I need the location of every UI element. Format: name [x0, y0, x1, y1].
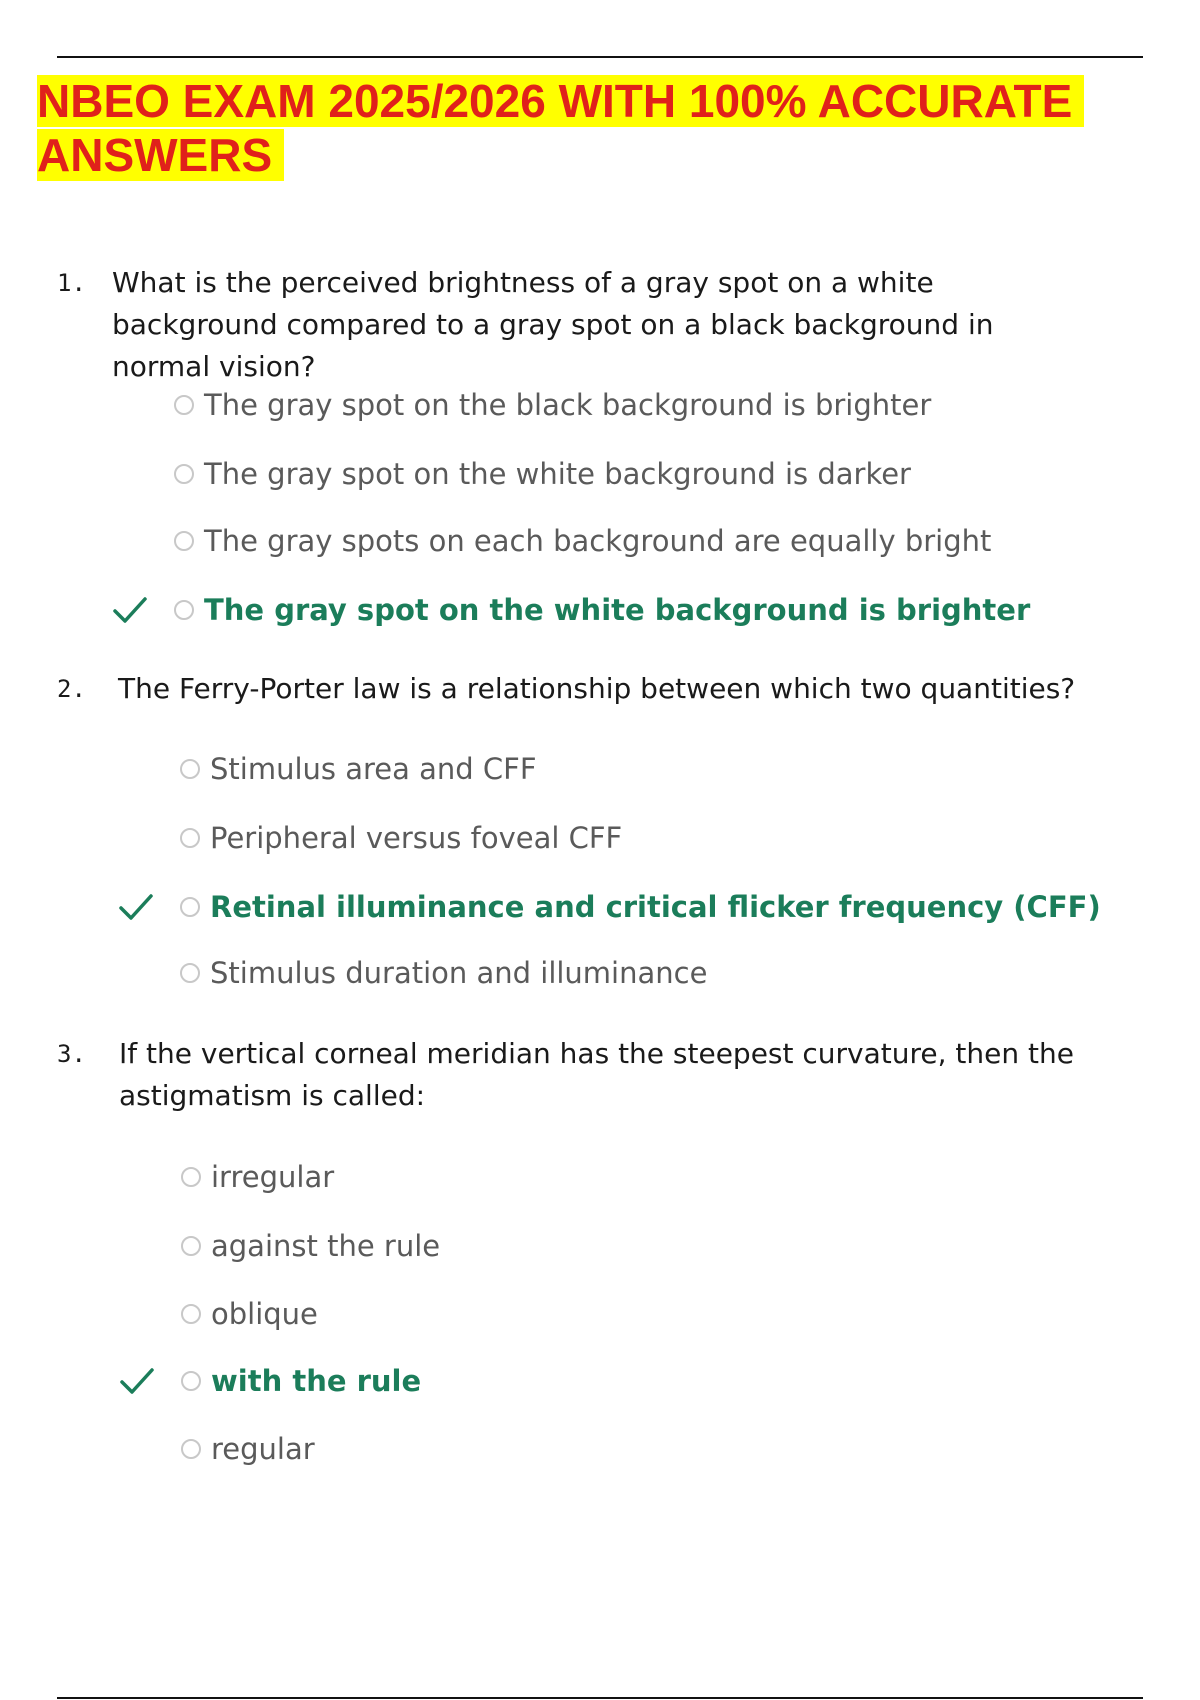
- checkmark-icon: [120, 1367, 154, 1395]
- option-label: irregular: [211, 1160, 335, 1194]
- answer-option[interactable]: [174, 385, 931, 425]
- question-number: 2.: [57, 675, 86, 703]
- top-divider: [57, 56, 1143, 58]
- question-number: 1.: [57, 269, 86, 297]
- radio-circle-icon[interactable]: [180, 963, 200, 983]
- answer-option[interactable]: [181, 1294, 318, 1334]
- answer-option[interactable]: [181, 1226, 440, 1266]
- checkmark-icon: [119, 893, 153, 921]
- radio-circle-icon[interactable]: [174, 464, 194, 484]
- answer-option[interactable]: [174, 521, 991, 561]
- option-label: Retinal illuminance and critical flicker frequency (CFF): [210, 890, 1101, 924]
- option-label: The gray spot on the white background is darker: [204, 457, 911, 491]
- radio-circle-icon[interactable]: [181, 1371, 201, 1391]
- answer-option-correct[interactable]: [181, 1361, 421, 1401]
- question-text: What is the perceived brightness of a gray spot on a white background compared to a gray spot on a black background in normal vision?: [112, 266, 994, 383]
- document-title: [37, 74, 1137, 182]
- radio-circle-icon[interactable]: [174, 395, 194, 415]
- answer-option[interactable]: [180, 749, 537, 789]
- radio-circle-icon[interactable]: [174, 531, 194, 551]
- title-highlight: NBEO EXAM 2025/2026 WITH 100% ACCURATE ANSWERS: [37, 75, 1084, 181]
- option-label: against the rule: [211, 1229, 441, 1263]
- answer-option-correct[interactable]: [180, 887, 1101, 927]
- option-label: The gray spot on the black background is brighter: [204, 388, 932, 422]
- option-label: Stimulus duration and illuminance: [210, 956, 708, 990]
- option-label: Peripheral versus foveal CFF: [210, 821, 623, 855]
- option-label: with the rule: [211, 1364, 422, 1398]
- answer-option[interactable]: [180, 818, 622, 858]
- radio-circle-icon[interactable]: [181, 1236, 201, 1256]
- answer-option[interactable]: [180, 953, 707, 993]
- checkmark-icon: [113, 596, 147, 624]
- radio-circle-icon[interactable]: [181, 1439, 201, 1459]
- bottom-divider: [57, 1697, 1143, 1699]
- answer-option[interactable]: [181, 1157, 334, 1197]
- question-number: 3.: [57, 1040, 86, 1068]
- radio-circle-icon[interactable]: [180, 897, 200, 917]
- radio-circle-icon[interactable]: [180, 759, 200, 779]
- radio-circle-icon[interactable]: [180, 828, 200, 848]
- question-text: The Ferry-Porter law is a relationship between which two quantities?: [118, 672, 1076, 705]
- option-label: The gray spot on the white background is brighter: [204, 593, 1031, 627]
- option-label: The gray spots on each background are equally bright: [204, 524, 992, 558]
- option-label: regular: [211, 1432, 315, 1466]
- answer-option[interactable]: [174, 454, 911, 494]
- question-text: If the vertical corneal meridian has the steepest curvature, then the astigmatism is called:: [119, 1037, 1074, 1112]
- radio-circle-icon[interactable]: [174, 600, 194, 620]
- answer-option-correct[interactable]: [174, 590, 1030, 630]
- option-label: Stimulus area and CFF: [210, 752, 537, 786]
- answer-option[interactable]: [181, 1429, 315, 1469]
- radio-circle-icon[interactable]: [181, 1304, 201, 1324]
- option-label: oblique: [211, 1297, 318, 1331]
- radio-circle-icon[interactable]: [181, 1167, 201, 1187]
